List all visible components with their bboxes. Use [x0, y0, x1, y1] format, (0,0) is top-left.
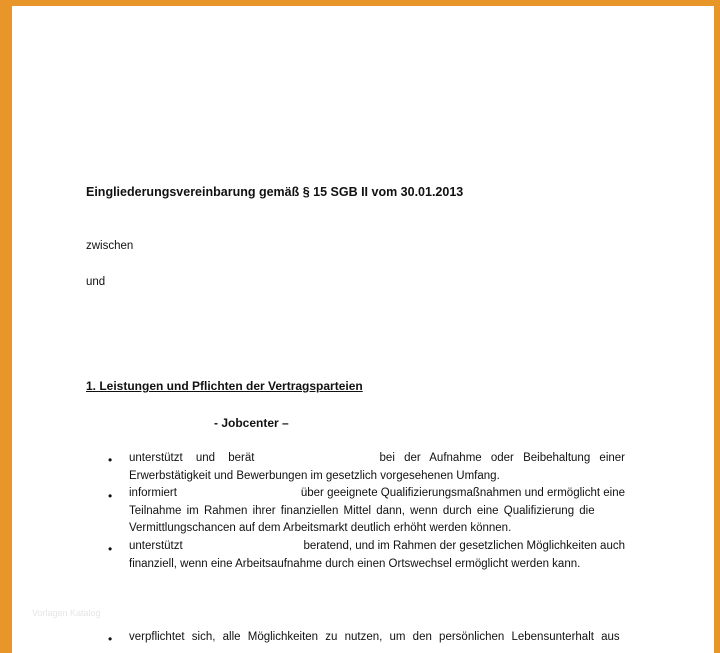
bullet-2-line1-left: informiert — [129, 487, 177, 499]
bullet-1-line1-right: bei der Aufnahme oder Beibehaltung einer — [379, 452, 625, 464]
bullet-2-line1-right: über geeignete Qualifizierungsmaßnahmen und ermöglicht eine — [300, 487, 625, 499]
bullet-3-line1-left: unterstützt — [129, 540, 183, 552]
document-title: Eingliederungsvereinbarung gemäß § 15 SGB II vom 30.01.2013 — [86, 185, 464, 199]
bullet-3-line2: finanziell, wenn eine Arbeitsaufnahme durch einen Ortswechsel ermöglicht werden kann. — [129, 557, 581, 570]
bullet-marker: • — [108, 632, 113, 646]
bullet-item-1 — [129, 450, 625, 485]
bullet-item-2 — [129, 485, 625, 538]
bullet-1-line2: Erwerbstätigkeit und Bewerbungen im gesetzlich vorgesehenen Umfang. — [129, 469, 500, 482]
bullet-marker: • — [108, 489, 113, 503]
bullet-marker: • — [108, 542, 113, 556]
and-label: und — [86, 276, 106, 288]
section-subheading: - Jobcenter – — [214, 416, 289, 430]
bullet-item-3 — [129, 538, 625, 573]
section-heading: 1. Leistungen und Pflichten der Vertragsparteien — [86, 379, 363, 393]
watermark-text: Vorlagen Katalog — [32, 608, 101, 618]
bullet-marker: • — [108, 453, 113, 467]
bullet-item-4 — [129, 629, 625, 647]
between-label: zwischen — [86, 240, 134, 252]
bullet-2-line3: Vermittlungschancen auf dem Arbeitsmarkt deutlich erhöht werden können. — [129, 522, 512, 534]
bullet-2-line2: Teilnahme im Rahmen ihrer finanziellen Mittel dann, wenn durch eine Qualifizierung die — [129, 504, 595, 517]
bullet-1-line1-left: unterstützt und berät — [129, 452, 255, 464]
bullet-3-line1-right: beratend, und im Rahmen der gesetzlichen Möglichkeiten auch — [303, 540, 625, 552]
bullet-4-line1: verpflichtet sich, alle Möglichkeiten zu nutzen, um den persönlichen Lebensunterhalt aus — [129, 631, 620, 643]
